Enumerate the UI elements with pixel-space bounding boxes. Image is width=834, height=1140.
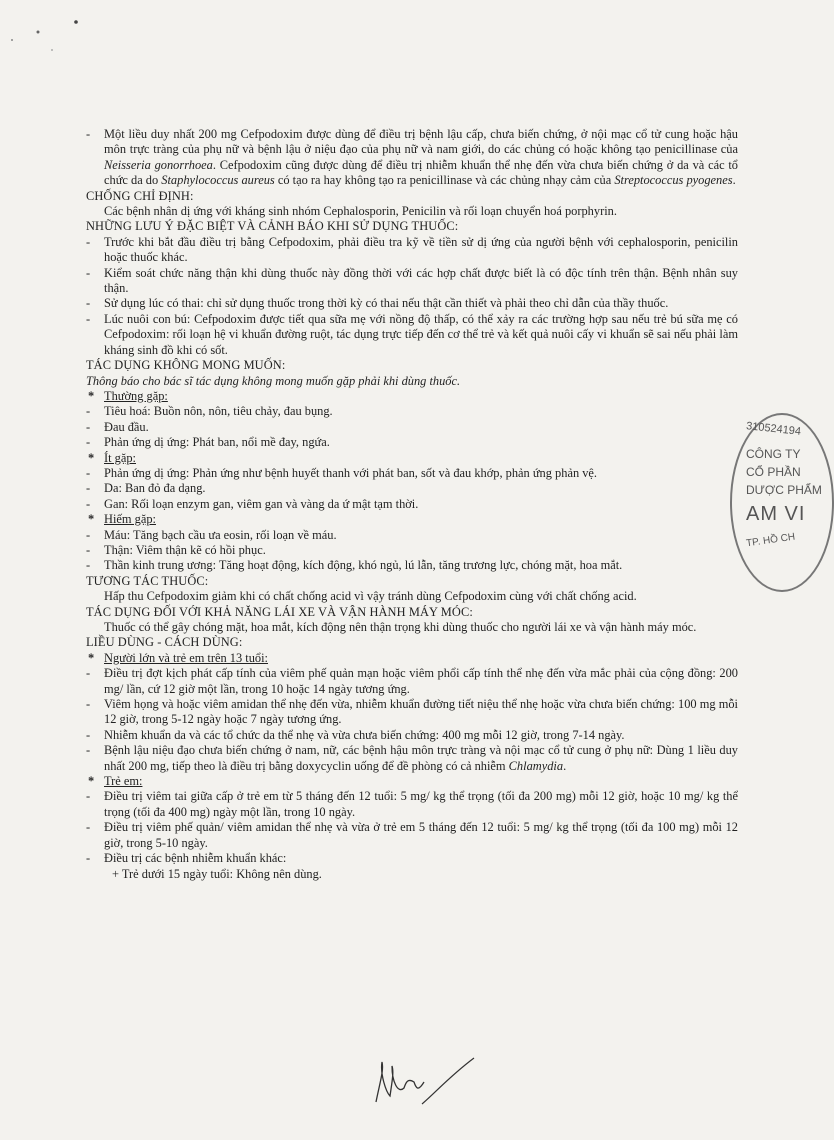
common-label: * Thường gặp: <box>86 389 738 404</box>
dosage-subitem: + Trẻ dưới 15 ngày tuổi: Không nên dùng. <box>112 866 322 881</box>
stamp-line: CỔ PHẦN <box>746 465 801 479</box>
side-effect-item: - Máu: Tăng bạch cầu ưa eosin, rối loạn về máu. <box>86 528 738 543</box>
interactions-text: Hấp thu Cefpodoxim giảm khi có chất chống acid vì vậy tránh dùng Cefpodoxim cùng với chất chống acid. <box>104 589 637 604</box>
side-effect-item: - Tiêu hoá: Buồn nôn, nôn, tiêu chảy, đau bụng. <box>86 404 738 419</box>
dosage-item: - Điều trị đợt kịch phát cấp tính của viêm phế quản mạn hoặc viêm phổi cấp tính thể nhẹ đến vừa mắc phải của cộng đồng: 200 mg/ lần, cứ 12 giờ một lần, trong 10 hoặc 14 ngày tương ứng. <box>86 666 738 697</box>
indication-gonorrhea: - Một liều duy nhất 200 mg Cefpodoxim được dùng để điều trị bệnh lậu cấp, chưa biến chứng, ở nội mạc cổ tử cung hoặc hậu môn trực tràng của phụ nữ và bệnh lậu ở niệu đạo của phụ nữ và nam giới, do các chủng có hoặc không tạo penicillinase của Neisseria gonorrhoea. Cefpodoxim cũng được dùng để điều trị nhiễm khuẩn thể nhẹ đến vừa chưa biến chứng ở da và các tổ chức da do Staphylococcus aureus có tạo ra hay không tạo ra penicillinase và các chủng nhạy cảm của Streptococcus pyogenes. <box>86 127 738 189</box>
warning-item: - Sử dụng lúc có thai: chỉ sử dụng thuốc trong thời kỳ có thai nếu thật cần thiết và phải theo chỉ dẫn của thầy thuốc. <box>86 296 738 311</box>
dosage-item: - Điều trị viêm tai giữa cấp ở trẻ em từ 5 tháng đến 12 tuổi: 5 mg/ kg thể trọng (tối đa 200 mg) mỗi 12 giờ, hoặc 10 mg/ kg thể trọng (tối đa 400 mg) ngày một lần, trong 10 ngày. <box>86 789 738 820</box>
stamp-line: AM VI <box>746 503 806 525</box>
warnings-heading: NHỮNG LƯU Ý ĐẶC BIỆT VÀ CẢNH BÁO KHI SỬ DỤNG THUỐC: <box>86 219 459 234</box>
rare-label: * Hiếm gặp: <box>86 512 738 527</box>
warning-item: - Trước khi bắt đầu điều trị bằng Cefpodoxim, phải điều tra kỹ về tiền sử dị ứng của người bệnh với cephalosporin, penicilin hoặc thuốc khác. <box>86 235 738 266</box>
contraindications-heading: CHỐNG CHỈ ĐỊNH: <box>86 188 194 203</box>
dosage-item: - Nhiễm khuẩn da và các tổ chức da thể nhẹ và vừa chưa biến chứng: 400 mg mỗi 12 giờ, trong 7-14 ngày. <box>86 728 738 743</box>
interactions-heading: TƯƠNG TÁC THUỐC: <box>86 573 209 588</box>
company-stamp <box>730 413 834 592</box>
scan-specks <box>0 0 800 140</box>
side-effects-heading: TÁC DỤNG KHÔNG MONG MUỐN: <box>86 358 286 373</box>
side-effect-item: - Phản ứng dị ứng: Phát ban, nổi mề đay, ngứa. <box>86 435 738 450</box>
dosage-heading: LIỀU DÙNG - CÁCH DÙNG: <box>86 635 243 650</box>
dosage-item: - Điều trị viêm phế quản/ viêm amidan thể nhẹ và vừa ở trẻ em 5 tháng đến 12 tuổi: 5 mg/ kg thể trọng (tối đa 100 mg) mỗi 12 giờ, trong 5-10 ngày. <box>86 820 738 851</box>
driving-text: Thuốc có thể gây chóng mặt, hoa mắt, kích động nên thận trọng khi dùng thuốc cho người lái xe và vận hành máy móc. <box>104 620 697 634</box>
stamp-line: TP. HỒ CH <box>745 531 796 550</box>
warning-item: - Lúc nuôi con bú: Cefpodoxim được tiết qua sữa mẹ với nồng độ thấp, có thể xảy ra các trường hợp sau nếu trẻ bú sữa mẹ có Cefpodoxim: rối loạn hệ vi khuẩn đường ruột, tác dụng trực tiếp đến cơ thể trẻ và kết quả nuôi cấy vi khuẩn sẽ sai nếu phải làm kháng sinh đồ khi có sốt. <box>86 312 738 358</box>
side-effect-item: - Thần kinh trung ương: Tăng hoạt động, kích động, khó ngủ, lú lẫn, tăng trương lực, chóng mặt, hoa mắt. <box>86 558 738 573</box>
side-effects-note: Thông báo cho bác sĩ tác dụng không mong muốn gặp phải khi dùng thuốc. <box>86 373 461 388</box>
side-effect-item: - Thận: Viêm thận kẽ có hồi phục. <box>86 543 738 558</box>
warning-item: - Kiểm soát chức năng thận khi dùng thuốc này đồng thời với các hợp chất được biết là có độc tính trên thận. Bệnh nhân suy thận. <box>86 266 738 297</box>
adults-label: * Người lớn và trẻ em trên 13 tuổi: <box>86 651 738 666</box>
contraindications-text: Các bệnh nhân dị ứng với kháng sinh nhóm Cephalosporin, Penicilin và rối loạn chuyển hoá porphyrin. <box>104 204 617 219</box>
children-label: * Trẻ em: <box>86 774 738 789</box>
stamp-number: 310524194 <box>745 420 802 438</box>
driving-heading: TÁC DỤNG ĐỐI VỚI KHẢ NĂNG LÁI XE VÀ VẬN HÀNH MÁY MÓC: <box>86 604 473 619</box>
stamp-line: CÔNG TY <box>746 447 801 461</box>
handwritten-signature <box>370 1052 480 1112</box>
uncommon-label: * Ít gặp: <box>86 451 738 466</box>
dosage-item: - Điều trị các bệnh nhiễm khuẩn khác: <box>86 851 738 866</box>
dosage-item: - Viêm họng và hoặc viêm amidan thể nhẹ đến vừa, nhiễm khuẩn đường tiết niệu thể nhẹ hoặc vừa chưa biến chứng: 100 mg mỗi 12 giờ, trong 5-12 ngày hoặc 7 ngày tương ứng. <box>86 697 738 728</box>
side-effect-item: - Gan: Rối loạn enzym gan, viêm gan và vàng da ứ mật tạm thời. <box>86 497 738 512</box>
side-effect-item: - Đau đầu. <box>86 420 738 435</box>
dosage-item-gonorrhea: - Bệnh lậu niệu đạo chưa biến chứng ở nam, nữ, các bệnh hậu môn trực tràng và nội mạc cổ tử cung ở phụ nữ: Dùng 1 liều duy nhất 200 mg, tiếp theo là điều trị bằng doxycyclin uống để đề phòng có cả nhiễm Chlamydia. <box>86 743 738 774</box>
stamp-line: DƯỢC PHẨM <box>746 483 822 497</box>
leaflet-text <box>86 127 738 882</box>
side-effect-item: - Phản ứng dị ứng: Phản ứng như bệnh huyết thanh với phát ban, sốt và đau khớp, phản ứng phản vệ. <box>86 466 738 481</box>
side-effect-item: - Da: Ban đỏ đa dạng. <box>86 481 738 496</box>
